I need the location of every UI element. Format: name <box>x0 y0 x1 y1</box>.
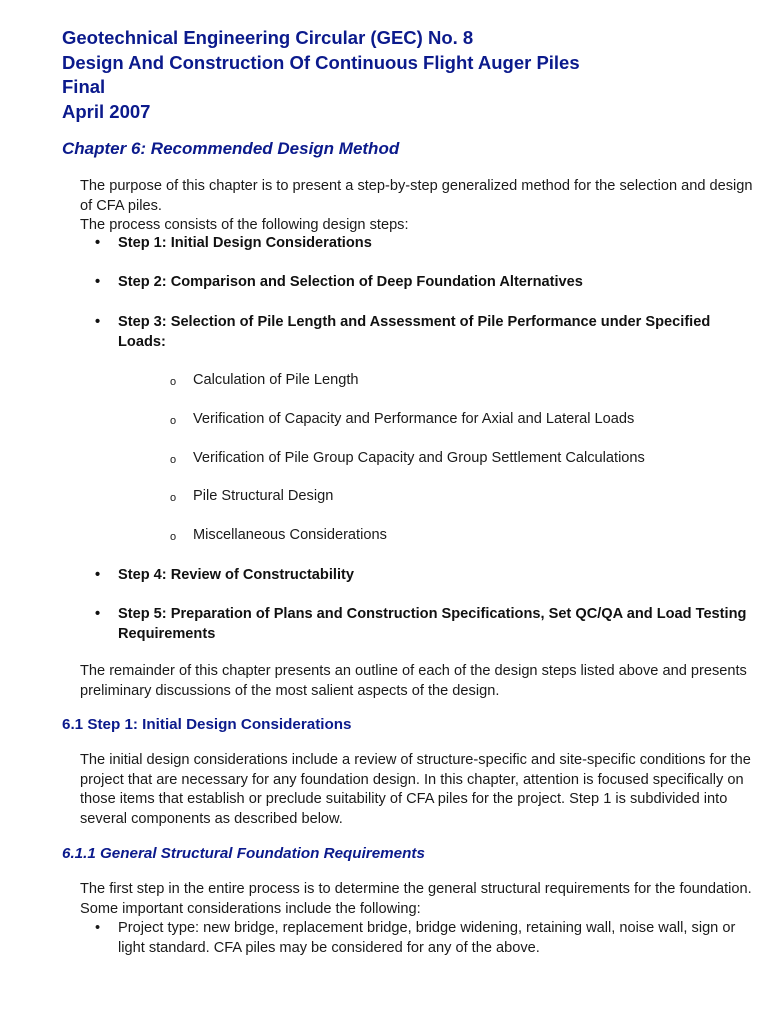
list-item <box>95 919 755 958</box>
bullet-icon: • <box>95 235 101 251</box>
sub-item-label: Verification of Capacity and Performance for Axial and Lateral Loads <box>193 411 635 427</box>
circle-bullet-icon: o <box>170 454 177 466</box>
sub-item-label: Verification of Pile Group Capacity and Group Settlement Calculations <box>193 450 645 466</box>
list-item-text: Project type: new bridge, replacement bridge, bridge widening, retaining wall, noise wall, sign or light standard. CFA piles may be considered for any of the above. <box>118 920 736 956</box>
section-heading-6-1: 6.1 Step 1: Initial Design Considerations <box>62 716 352 733</box>
step-item <box>95 605 755 644</box>
circle-bullet-icon: o <box>170 492 177 504</box>
step-label: Step 4: Review of Constructability <box>118 567 354 583</box>
section-6-1-1-paragraph: The first step in the entire process is to determine the general structural requirements for the foundation. Some important considerations include the following: <box>80 881 752 917</box>
bullet-icon: • <box>95 274 101 290</box>
circle-bullet-icon: o <box>170 376 177 388</box>
intro-paragraph: The purpose of this chapter is to present a step-by-step generalized method for the selection and design of CFA piles. <box>80 178 753 214</box>
title-line-status: Final <box>62 76 106 98</box>
sub-list-item <box>170 371 750 391</box>
step-item <box>95 234 755 254</box>
step-label: Step 5: Preparation of Plans and Construction Specifications, Set QC/QA and Load Testing Requirements <box>118 606 747 642</box>
title-line-subject: Design And Construction Of Continuous Flight Auger Piles <box>62 51 580 73</box>
title-line-date: April 2007 <box>62 100 151 122</box>
step-item <box>95 566 755 586</box>
step-item <box>95 313 755 352</box>
process-intro-line: The process consists of the following design steps: <box>80 217 409 233</box>
title-line-circular: Geotechnical Engineering Circular (GEC) No. 8 <box>62 27 474 48</box>
circle-bullet-icon: o <box>170 531 177 543</box>
sub-list-item <box>170 487 750 507</box>
bullet-icon: • <box>95 606 101 622</box>
bullet-icon: • <box>95 567 101 583</box>
sub-list-item <box>170 449 750 469</box>
sub-list-item <box>170 410 750 430</box>
step-label: Step 1: Initial Design Considerations <box>118 235 372 251</box>
sub-item-label: Miscellaneous Considerations <box>193 527 387 543</box>
bullet-icon: • <box>95 920 101 936</box>
step-label: Step 2: Comparison and Selection of Deep Foundation Alternatives <box>118 274 583 290</box>
step-label: Step 3: Selection of Pile Length and Assessment of Pile Performance under Specified Loads: <box>118 314 711 350</box>
chapter-heading: Chapter 6: Recommended Design Method <box>62 139 400 158</box>
section-heading-6-1-1: 6.1.1 General Structural Foundation Requirements <box>62 845 425 862</box>
remainder-paragraph: The remainder of this chapter presents an outline of each of the design steps listed above and presents preliminary discussions of the most salient aspects of the design. <box>80 663 747 699</box>
sub-item-label: Pile Structural Design <box>193 488 334 504</box>
step-item <box>95 273 755 293</box>
section-6-1-paragraph: The initial design considerations include a review of structure-specific and site-specific conditions for the project that are necessary for any foundation design. In this chapter, attention is focused specifically on those items that establish or preclude suitability of CFA piles for the project. Step 1 is subdivided into several components as described below. <box>80 752 751 827</box>
sub-list-item <box>170 526 750 546</box>
bullet-icon: • <box>95 314 101 330</box>
document-title <box>62 26 752 124</box>
sub-item-label: Calculation of Pile Length <box>193 372 359 388</box>
circle-bullet-icon: o <box>170 415 177 427</box>
